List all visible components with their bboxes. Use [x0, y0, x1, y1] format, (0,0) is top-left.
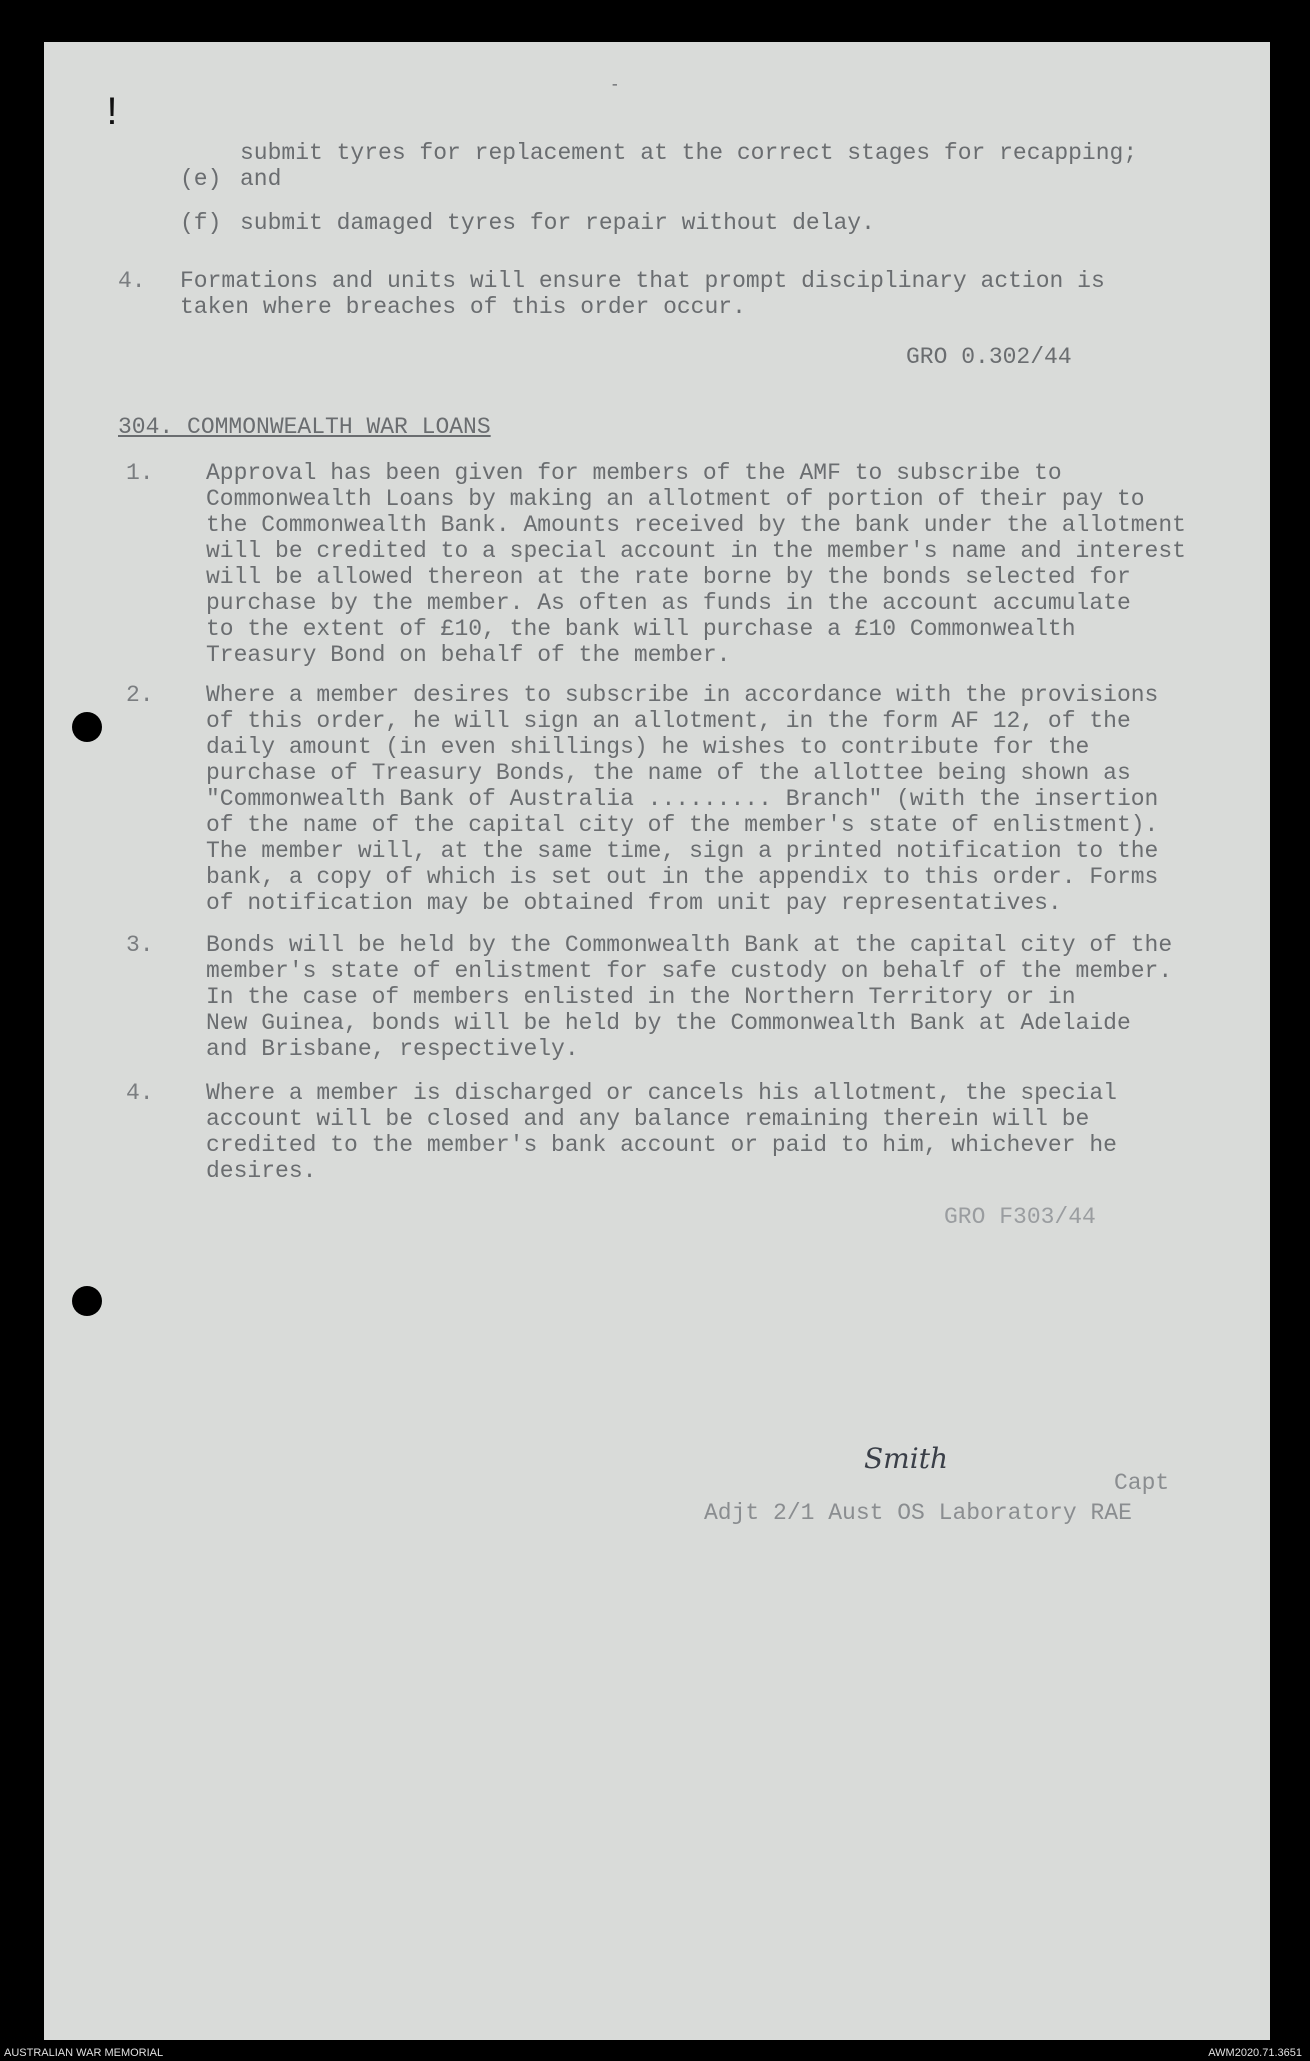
punch-hole-bottom — [72, 1286, 102, 1316]
footer-id: AWM2020.71.3651 — [1208, 2047, 1302, 2059]
item-e-label: (e) — [180, 166, 222, 192]
signature: Smith — [864, 1442, 948, 1475]
section-heading: 304. COMMONWEALTH WAR LOANS — [118, 414, 491, 440]
para1-text: Approval has been given for members of the AMF to subscribe to Commonwealth Loans by making an allotment of portion of their pay to the Commonwealth Bank. Amounts received by the bank under the allotment will be credited to a special account in the member's name and interest will be allowed thereon at the rate borne by the bonds selected for purchase by the member. As often as funds in the account accumulate to the extent of £10, the bank will purchase a £10 Commonwealth Treasury Bond on behalf of the member. — [206, 460, 1186, 668]
rank: Capt — [1114, 1470, 1170, 1496]
signatory-title: Adjt 2/1 Aust OS Laboratory RAE — [704, 1500, 1132, 1526]
para1-num: 1. — [126, 460, 154, 486]
document-page — [44, 42, 1270, 2040]
para4b-text: Where a member is discharged or cancels his allotment, the special account will be closed and any balance remaining therein will be credited to the member's bank account or paid to him, whichever he desires. — [206, 1080, 1117, 1184]
punch-hole-top — [72, 712, 102, 742]
footer-institution: AUSTRALIAN WAR MEMORIAL — [4, 2047, 164, 2059]
margin-mark: ! — [100, 92, 125, 137]
para2-num: 2. — [126, 682, 154, 708]
para4b-num: 4. — [126, 1080, 154, 1106]
item-f-label: (f) — [180, 210, 222, 236]
item-f-text: submit damaged tyres for repair without delay. — [240, 210, 875, 236]
page-mark: - — [610, 76, 621, 94]
item-e-text: submit tyres for replacement at the correct stages for recapping; and — [240, 140, 1138, 192]
para4-num: 4. — [118, 268, 146, 294]
para3-text: Bonds will be held by the Commonwealth Bank at the capital city of the member's state of enlistment for safe custody on behalf of the member. In the case of members enlisted in the Northern Territory or in New Guinea, bonds will be held by the Commonwealth Bank at Adelaide and Brisbane, respectively. — [206, 932, 1173, 1062]
para2-text: Where a member desires to subscribe in accordance with the provisions of this order, he will sign an allotment, in the form AF 12, of the daily amount (in even shillings) he wishes to contribute for the purchase of Treasury Bonds, the name of the allottee being shown as "Commonwealth Bank of Australia ......... Branch" (with the insertion of the name of the capital city of the member's state of enlistment). The member will, at the same time, sign a printed notification to the bank, a copy of which is set out in the appendix to this order. Forms of notification may be obtained from unit pay representatives. — [206, 682, 1159, 916]
para3-num: 3. — [126, 932, 154, 958]
reference-1: GRO 0.302/44 — [906, 344, 1072, 370]
para4-text: Formations and units will ensure that prompt disciplinary action is taken where breaches of this order occur. — [180, 268, 1105, 320]
reference-2: GRO F303/44 — [944, 1204, 1096, 1230]
item-e — [180, 140, 221, 192]
